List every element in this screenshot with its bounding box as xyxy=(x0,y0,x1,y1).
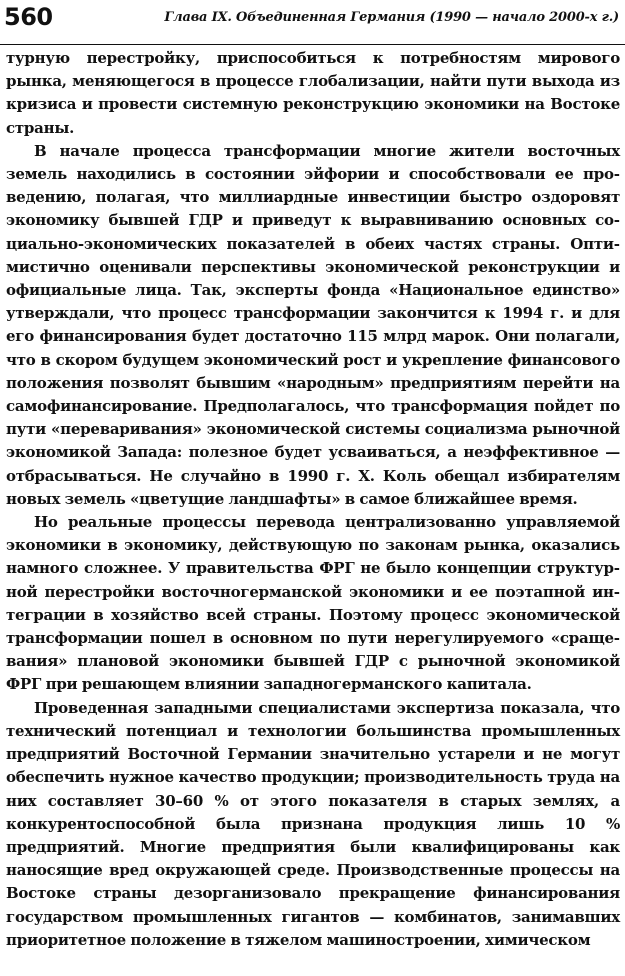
page-header xyxy=(0,0,625,45)
paragraph-real-processes: Но реальные процессы перевода централизованно управляемой экономики в экономику, действующую по законам рынка, оказались намного сложнее. У правительства ФРГ не было концепции структурной перестройки восточногерманской экономики и ее поэтапной интеграции в хозяйство всей страны. Поэтому процесс экономической трансформации пошел в основном по пути нерегулируемого «сращевания» плановой экономики бывшей ГДР с рыночной экономикой ФРГ при решающем влиянии западногерманского капитала. xyxy=(6,513,620,694)
page-number: 560 xyxy=(4,3,53,31)
body-text xyxy=(6,47,620,952)
running-head: Глава IX. Объединенная Германия (1990 — начало 2000-х г.) xyxy=(164,10,619,25)
paragraph-euphoria: В начале процесса трансформации многие жители восточных земель находились в состоянии эйфории и способствовали ее проведению, полагая, что миллиардные инвестиции быстро оздоровят экономику бывшей ГДР и приведут к выравниванию основных социально-экономических показателей в обеих частях страны. Оптимистично оценивали перспективы экономической реконструкции и официальные лица. Так, эксперты фонда «Национальное единство» утверждали, что процесс трансформации закончится к 1994 г. и для его финансирования будет достаточно 115 млрд марок. Они полагали, что в скором будущем экономический рост и укрепление финансового положения позволят бывшим «народным» предприятиям перейти на самофинансирование. Предполагалось, что трансформация пойдет по пути «переваривания» экономической системы социализма рыночной экономикой Запада: полезное будет усваиваться, а неэффективное — отбрасываться. Не случайно в 1990 г. Х. Коль обещал избирателям новых земель «цветущие ландшафты» в самое ближайшее время. xyxy=(6,141,620,508)
paragraph-expertise: Проведенная западными специалистами экспертиза показала, что технический потенциал и технологии большинства промышленных предприятий Восточной Германии значительно устарели и не могут обеспечить нужное качество продукции; производительность труда на них составляет 30–60 % от этого показателя в старых землях, а конкурентоспособной была признана продукция лишь 10 % предприятий. Многие предприятия были квалифицированы как наносящие вред окружающей среде. Производственные процессы на Востоке страны дезорганизовало прекращение финансирования государством промышленных гигантов — комбинатов, занимавших приоритетное положение в тяжелом машиностроении, химическом xyxy=(6,698,620,949)
paragraph-continuation: турную перестройку, приспособиться к потребностям мирового рынка, меняющегося в процессе глобализации, найти пути выхода из кризиса и провести системную реконструкцию экономики на Востоке страны. xyxy=(6,49,620,137)
